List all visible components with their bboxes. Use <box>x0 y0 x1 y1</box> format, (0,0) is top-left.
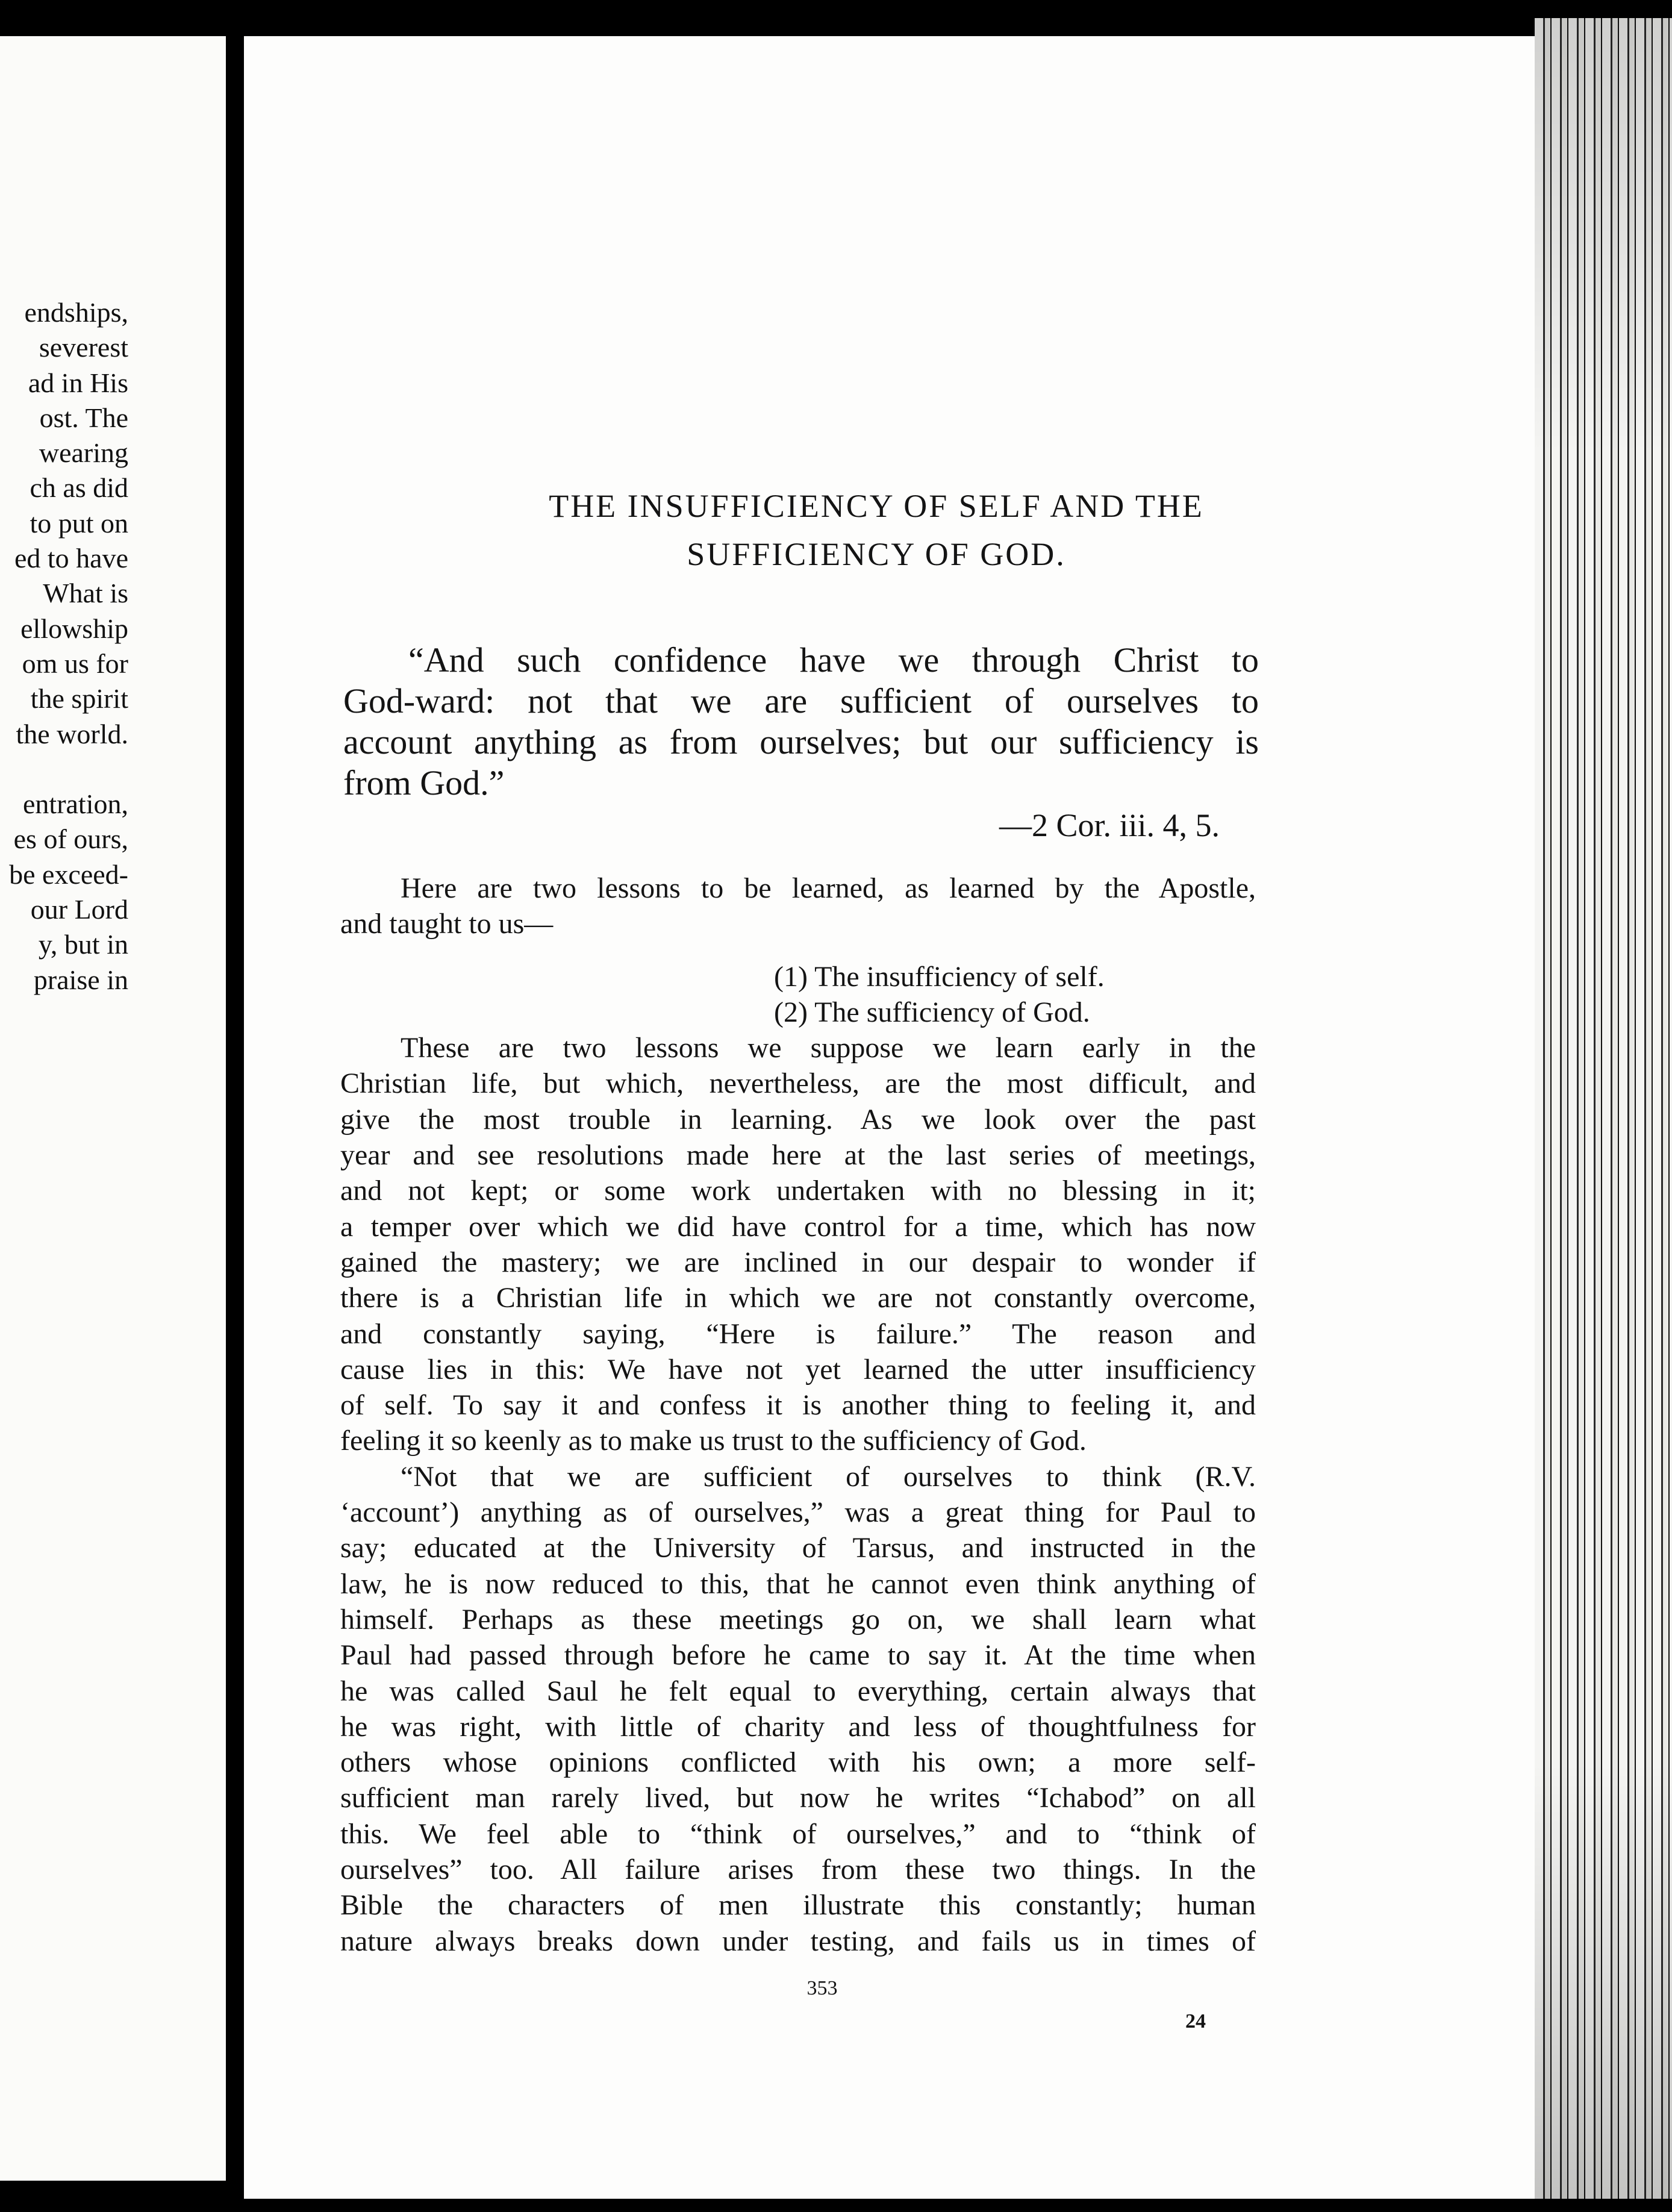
left-page-line: endships, <box>24 297 128 328</box>
left-page-line: severest <box>39 332 128 363</box>
body-line: law, he is now reduced to this, that he cannot even think anything of <box>340 1567 1256 1600</box>
book-page-edges <box>1535 18 1672 2199</box>
left-page-line: ch as did <box>30 472 128 504</box>
left-page-line: entration, <box>23 789 128 820</box>
title-line-2: SUFFICIENCY OF GOD. <box>687 536 1066 572</box>
body-line: a temper over which we did have control for a time, which has now <box>340 1210 1256 1243</box>
body-line: there is a Christian life in which we are not constantly overcome, <box>340 1282 1256 1314</box>
body-line: Christian life, but which, nevertheless, are the most difficult, and <box>340 1067 1256 1100</box>
body-line: gained the mastery; we are inclined in our despair to wonder if <box>340 1246 1256 1278</box>
left-page-line: y, but in <box>38 929 128 960</box>
body-line: “Not that we are sufficient of ourselves to think (R.V. <box>401 1460 1256 1493</box>
body-line: sufficient man rarely lived, but now he writes “Ichabod” on all <box>340 1782 1256 1814</box>
body-line: and not kept; or some work undertaken with no blessing in it; <box>340 1175 1256 1207</box>
right-page <box>244 36 1536 2199</box>
body-line: himself. Perhaps as these meetings go on, we shall learn what <box>340 1603 1256 1636</box>
body-line: Paul had passed through before he came to say it. At the time when <box>340 1639 1256 1672</box>
body-line: feeling it so keenly as to make us trust to the sufficiency of God. <box>340 1425 1087 1457</box>
left-facing-page <box>0 36 226 2181</box>
left-page-line: the spirit <box>30 683 128 714</box>
left-page-line: the world. <box>16 718 128 749</box>
body-line: say; educated at the University of Tarsus, and instructed in the <box>340 1532 1256 1564</box>
left-page-line <box>0 752 128 787</box>
body-line: ‘account’) anything as of ourselves,” was a great thing for Paul to <box>340 1496 1256 1529</box>
left-page-text <box>0 295 128 998</box>
epigraph-reference: —2 Cor. iii. 4, 5. <box>999 807 1220 843</box>
epigraph-quote <box>343 640 1259 804</box>
epigraph-line: “And such confidence have we through Christ to <box>408 640 1259 680</box>
body-line: he was right, with little of charity and less of thoughtfulness for <box>340 1710 1256 1743</box>
lesson-item: (2) The sufficiency of God. <box>774 996 1090 1028</box>
body-line: and constantly saying, “Here is failure.” The reason and <box>340 1317 1256 1350</box>
paragraph-2 <box>340 1459 1256 1959</box>
left-page-line: praise in <box>33 964 128 995</box>
body-line: Bible the characters of men illustrate this constantly; human <box>340 1889 1256 1922</box>
epigraph-line: God-ward: not that we are sufficient of ourselves to <box>343 681 1259 720</box>
left-page-line: ed to have <box>14 543 128 574</box>
left-page-line: es of ours, <box>13 823 128 855</box>
left-page-line: What is <box>43 578 128 609</box>
lesson-item: (1) The insufficiency of self. <box>774 960 1105 993</box>
left-page-line: be exceed- <box>9 858 128 890</box>
paragraph-1 <box>340 1030 1256 1459</box>
body-line: this. We feel able to “think of ourselves,” and to “think of <box>340 1817 1256 1850</box>
title-line-1: THE INSUFFICIENCY OF SELF AND THE <box>549 488 1204 524</box>
body-line: of self. To say it and confess it is another thing to feeling it, and <box>340 1389 1256 1422</box>
body-line: year and see resolutions made here at the last series of meetings, <box>340 1139 1256 1172</box>
left-page-line: ellowship <box>20 613 128 644</box>
body-line: cause lies in this: We have not yet learned the utter insufficiency <box>340 1353 1256 1386</box>
body-line: These are two lessons we suppose we learn early in the <box>401 1032 1256 1064</box>
article-title <box>388 482 1364 578</box>
article-body <box>340 870 1256 1959</box>
epigraph-line: from God.” <box>343 763 505 802</box>
left-page-line: ost. The <box>39 402 128 433</box>
body-line: give the most trouble in learning. As we look over the past <box>340 1103 1256 1136</box>
body-line: others whose opinions conflicted with his own; a more self- <box>340 1746 1256 1779</box>
printer-signature-mark: 24 <box>1185 2010 1206 2032</box>
body-line: Here are two lessons to be learned, as learned by the Apostle, <box>401 872 1256 904</box>
body-line: and taught to us— <box>340 908 554 940</box>
body-line: he was called Saul he felt equal to everything, certain always that <box>340 1675 1256 1707</box>
left-page-line: our Lord <box>30 894 128 925</box>
epigraph-line: account anything as from ourselves; but our sufficiency is <box>343 722 1259 761</box>
left-page-line: to put on <box>30 507 128 539</box>
left-page-line: wearing <box>39 437 128 469</box>
page-number: 353 <box>806 1977 838 1999</box>
body-line: ourselves” too. All failure arises from these two things. In the <box>340 1854 1256 1886</box>
left-page-line: ad in His <box>28 367 128 398</box>
left-page-line: om us for <box>22 648 128 679</box>
body-line: nature always breaks down under testing, and fails us in times of <box>340 1925 1256 1957</box>
